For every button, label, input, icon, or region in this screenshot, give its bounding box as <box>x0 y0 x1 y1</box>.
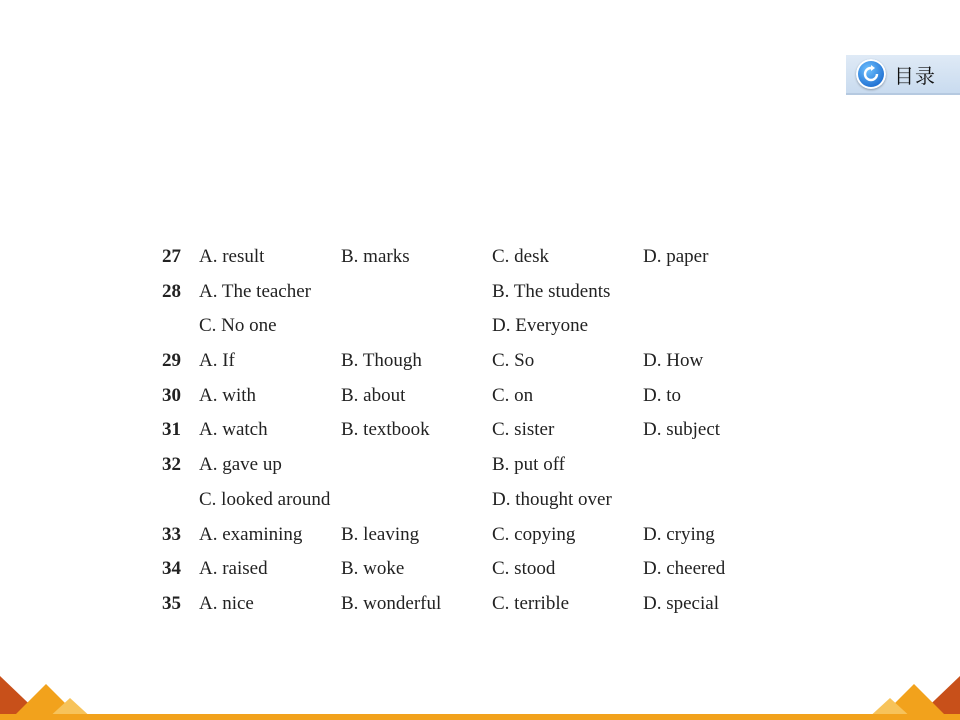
option-b: B. put off <box>492 454 566 476</box>
option-b: B. woke <box>341 558 405 580</box>
question-number: 33 <box>162 523 181 545</box>
option-d: D. How <box>643 350 704 372</box>
option-c: C. stood <box>492 558 556 580</box>
question-number: 31 <box>162 419 181 441</box>
option-a: A. result <box>199 246 265 267</box>
corner-decoration-left <box>0 668 100 720</box>
toc-label: 目录 <box>894 63 936 88</box>
option-d: D. thought over <box>492 488 612 510</box>
option-c: C. copying <box>492 523 576 545</box>
option-c: C. No one <box>199 315 277 337</box>
question-row <box>162 240 802 275</box>
option-a: A. examining <box>199 523 303 545</box>
option-a: A. nice <box>199 592 254 614</box>
option-a: A. gave up <box>199 454 282 476</box>
option-d: D. Everyone <box>492 315 589 337</box>
option-a: A. watch <box>199 419 268 441</box>
question-row <box>162 275 802 310</box>
question-number: 35 <box>162 592 181 614</box>
question-row <box>162 413 802 448</box>
option-d: D. subject <box>643 419 721 441</box>
toc-button[interactable] <box>846 55 960 95</box>
option-b: B. The students <box>492 280 611 302</box>
option-c: C. desk <box>492 246 549 267</box>
question-row <box>162 379 802 414</box>
option-c: C. on <box>492 384 534 406</box>
option-c: C. So <box>492 350 535 372</box>
option-b: B. wonderful <box>341 592 442 614</box>
option-c: C. terrible <box>492 592 570 614</box>
refresh-circle-icon <box>856 59 886 89</box>
option-d: D. crying <box>643 523 715 545</box>
option-d: D. to <box>643 384 681 406</box>
option-d: D. special <box>643 592 719 614</box>
option-d: D. paper <box>643 246 709 267</box>
question-number: 28 <box>162 280 181 302</box>
question-number: 29 <box>162 350 181 372</box>
question-row <box>162 518 802 553</box>
option-b: B. marks <box>341 246 410 267</box>
question-row <box>162 552 802 587</box>
bottom-bar <box>0 714 960 720</box>
option-a: A. If <box>199 350 235 372</box>
option-a: A. raised <box>199 558 268 580</box>
option-b: B. textbook <box>341 419 430 441</box>
question-number: 30 <box>162 384 181 406</box>
question-number: 32 <box>162 454 181 476</box>
option-b: B. Though <box>341 350 422 372</box>
option-c: C. looked around <box>199 488 331 510</box>
option-a: A. The teacher <box>199 280 312 302</box>
option-b: B. leaving <box>341 523 420 545</box>
question-list <box>162 240 802 622</box>
question-row <box>162 587 802 622</box>
question-number: 27 <box>162 246 181 267</box>
question-row <box>162 448 802 483</box>
question-row-continued <box>162 309 802 344</box>
option-c: C. sister <box>492 419 555 441</box>
option-d: D. cheered <box>643 558 726 580</box>
question-row <box>162 344 802 379</box>
option-a: A. with <box>199 384 256 406</box>
corner-decoration-right <box>860 668 960 720</box>
option-b: B. about <box>341 384 406 406</box>
question-number: 34 <box>162 558 181 580</box>
question-row-continued <box>162 483 802 518</box>
